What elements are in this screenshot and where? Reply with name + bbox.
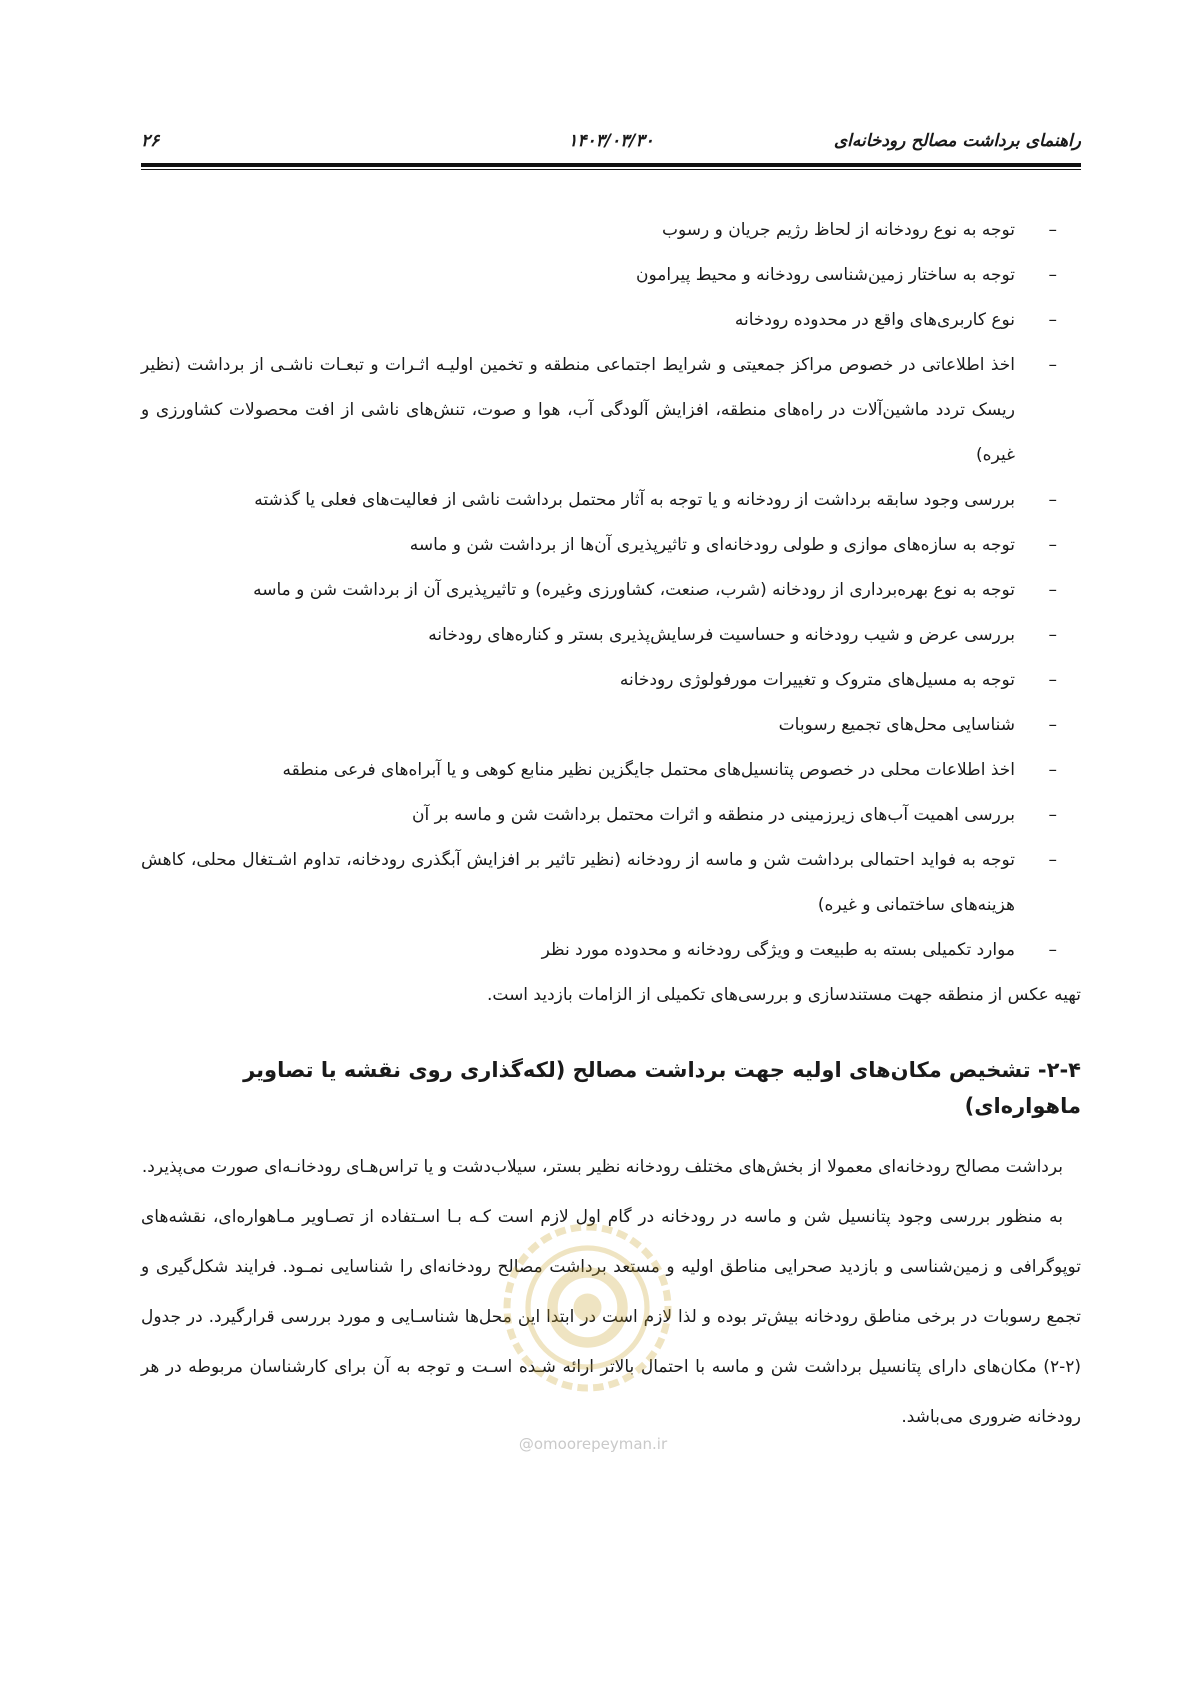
bullet-text: موارد تکمیلی بسته به طبیعت و ویژگی رودخانه و محدوده مورد نظر xyxy=(541,940,1015,960)
body-paragraph-1: برداشت مصالح رودخانه‌ای معمولا از بخش‌های مختلف رودخانه نظیر بستر، سیلاب‌دشت و یا تراس‌هـای رودخانـه‌ای صورت می‌پذیرد. xyxy=(141,1157,1063,1177)
bullet-dash: – xyxy=(1048,580,1057,600)
bullet-item xyxy=(141,658,1081,703)
bullet-dash: – xyxy=(1048,310,1057,330)
bullet-item xyxy=(141,703,1081,748)
bullet-text: توجه به سازه‌های موازی و طولی رودخانه‌ای و تاثیرپذیری آن‌ها از برداشت شن و ماسه xyxy=(409,535,1015,555)
bullet-text: توجه به فواید احتمالی برداشت شن و ماسه از رودخانه (نظیر تاثیر بر افزایش آبگذری رودخانه، تداوم اشـتغال محلی، کاهش هزینه‌های ساختمانی و غیره) xyxy=(141,850,1015,915)
header-date: ۱۴۰۳/۰۳/۳۰ xyxy=(568,131,654,151)
bullet-item xyxy=(141,478,1081,523)
bullet-text: توجه به ساختار زمین‌شناسی رودخانه و محیط پیرامون xyxy=(635,265,1015,285)
bullet-dash: – xyxy=(1048,265,1057,285)
watermark-text: @omoorepeyman.ir xyxy=(518,1435,668,1453)
bullet-text: بررسی اهمیت آب‌های زیرزمینی در منطقه و اثرات محتمل برداشت شن و ماسه بر آن xyxy=(411,805,1015,825)
bullet-item xyxy=(141,343,1081,478)
bullet-item xyxy=(141,748,1081,793)
bullet-item xyxy=(141,793,1081,838)
bullet-dash: – xyxy=(1048,850,1057,870)
bullet-dash: – xyxy=(1048,625,1057,645)
bullet-item xyxy=(141,208,1081,253)
bullet-dash: – xyxy=(1048,805,1057,825)
bullet-text: بررسی عرض و شیب رودخانه و حساسیت فرسایش‌پذیری بستر و کناره‌های رودخانه xyxy=(428,625,1015,645)
bullet-text: اخذ اطلاعات محلی در خصوص پتانسیل‌های محتمل جایگزین نظیر منابع کوهی و یا آبراه‌های فرعی منطقه xyxy=(282,760,1015,780)
bullet-dash: – xyxy=(1048,760,1057,780)
bullet-text: نوع کاربری‌های واقع در محدوده رودخانه xyxy=(734,310,1015,330)
bullet-text: شناسایی محل‌های تجمیع رسوبات xyxy=(778,715,1015,735)
header-rule-thin xyxy=(141,169,1081,170)
bullet-text: اخذ اطلاعاتی در خصوص مراکز جمعیتی و شرایط اجتماعی منطقه و تخمین اولیـه اثـرات و تبعـات ناشـی از برداشت (نظیر ریسک تردد ماشین‌آلات در راه‌های منطقه، افزایش آلودگی آب، هوا و صوت، تنش‌های ناشی از افت محصولات کشاورزی و غیره) xyxy=(141,355,1015,465)
bullet-item xyxy=(141,568,1081,613)
bullet-dash: – xyxy=(1048,490,1057,510)
bullet-text: توجه به نوع بهره‌برداری از رودخانه (شرب، صنعت، کشاورزی وغیره) و تاثیرپذیری آن از برداشت شن و ماسه xyxy=(253,580,1015,600)
bullet-item xyxy=(141,253,1081,298)
bullet-item xyxy=(141,523,1081,568)
bullet-dash: – xyxy=(1048,535,1057,555)
page-number: ۲۶ xyxy=(141,131,160,151)
bullet-dash: – xyxy=(1048,715,1057,735)
bullet-text: توجه به مسیل‌های متروک و تغییرات مورفولوژی رودخانه xyxy=(619,670,1015,690)
bullet-list xyxy=(141,208,1081,973)
header-rule-thick xyxy=(141,163,1081,167)
bullet-dash: – xyxy=(1048,670,1057,690)
page-header xyxy=(141,126,1081,156)
bullet-text: توجه به نوع رودخانه از لحاظ رژیم جریان و رسوب xyxy=(662,220,1015,240)
header-title: راهنمای برداشت مصالح رودخانه‌ای xyxy=(833,131,1081,151)
bullet-dash: – xyxy=(1048,220,1057,240)
bullet-item xyxy=(141,838,1081,928)
bullet-dash: – xyxy=(1048,940,1057,960)
after-bullets-text: تهیه عکس از منطقه جهت مستندسازی و بررسی‌های تکمیلی از الزامات بازدید است. xyxy=(486,985,1081,1005)
section-heading: ۲-۴- تشخیص مکان‌های اولیه جهت برداشت مصالح (لکه‌گذاری روی نقشه یا تصاویر ماهواره‌ای) xyxy=(243,1058,1081,1118)
watermark-seal-icon xyxy=(500,1220,675,1395)
bullet-dash: – xyxy=(1048,355,1057,375)
bullet-item xyxy=(141,928,1081,973)
bullet-item xyxy=(141,298,1081,343)
bullet-item xyxy=(141,613,1081,658)
body-paragraph-2: به منظور بررسی وجود پتانسیل شن و ماسه در رودخانه در گام اول لازم است کـه بـا اسـتفاده از تصـاویر مـاهواره‌ای، نقشه‌های توپوگرافی و زمین‌شناسی و بازدید صحرایی مناطق اولیه و مستعد برداشت مصالح رودخانه‌ای را شناسایی نمـود. فرایند شکل‌گیری و تجمع رسوبات در برخی مناطق رودخانه بیش‌تر بوده و لذا لازم است در ابتدا این محل‌ها شناسـایی و مورد بررسی قرارگیرد. در جدول (۲-۲) مکان‌های دارای پتانسیل برداشت شن و ماسه با احتمال بالاتر ارائه شـده اسـت و توجه به آن برای کارشناسان مربوطه در هر رودخانه ضروری می‌باشد. xyxy=(141,1207,1081,1427)
bullet-text: بررسی وجود سابقه برداشت از رودخانه و یا توجه به آثار محتمل برداشت ناشی از فعالیت‌های فعلی یا گذشته xyxy=(254,490,1015,510)
